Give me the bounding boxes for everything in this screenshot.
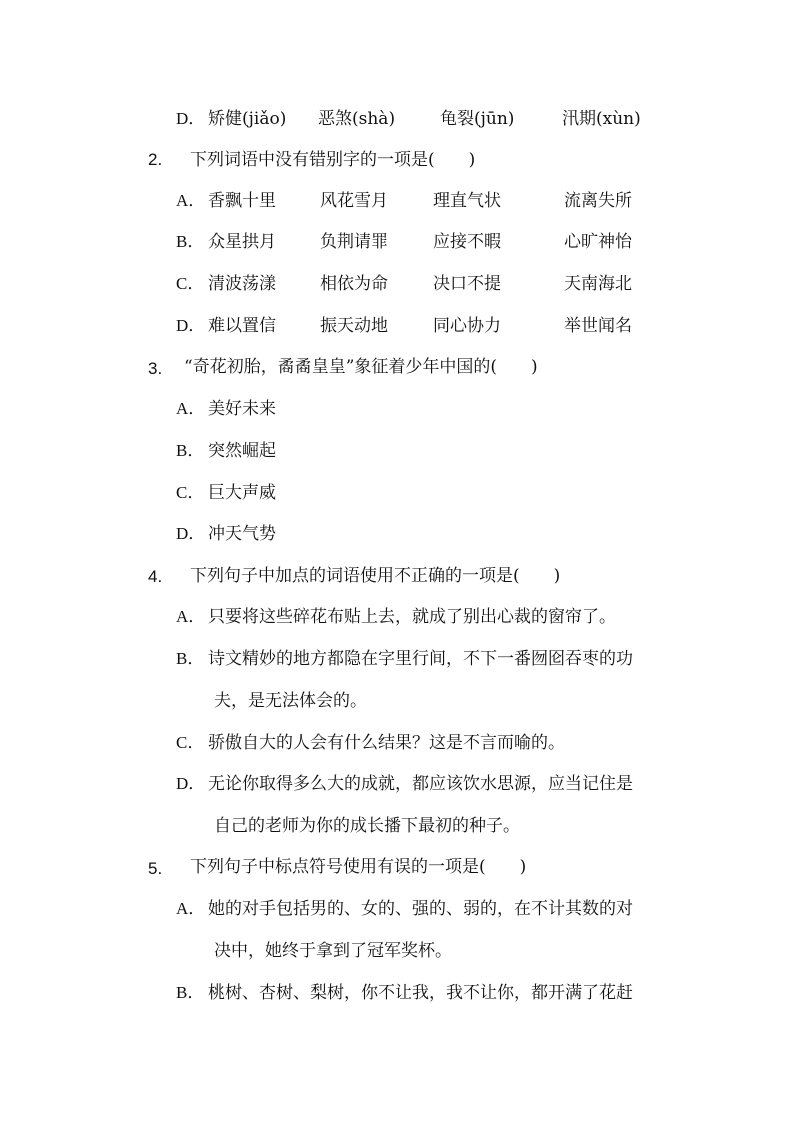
question-number: 3. bbox=[148, 359, 163, 378]
option-word: 理直气状 bbox=[433, 191, 501, 211]
option-text: 桃树、杏树、梨树，你不让我，我不让你，都开满了花赶 bbox=[208, 983, 633, 1003]
option-text: 冲天气势 bbox=[208, 524, 276, 544]
option-word: 应接不暇 bbox=[433, 232, 501, 252]
option-word: 难以置信 bbox=[208, 316, 276, 336]
option-word: 振天动地 bbox=[320, 316, 388, 336]
option-word: 矫健(jiǎo) bbox=[208, 109, 287, 129]
option-letter: D． bbox=[176, 524, 206, 543]
question-stem: “奇花初胎，矞矞皇皇”象征着少年中国的( ) bbox=[184, 357, 538, 377]
option-word: 汛期(xùn) bbox=[562, 109, 641, 129]
option-word: 举世闻名 bbox=[564, 316, 632, 336]
option-text: 只要将这些碎花布贴上去，就成了别出心裁的窗帘了。 bbox=[208, 607, 616, 627]
option-word: 决口不提 bbox=[433, 274, 501, 294]
option-word: 天南海北 bbox=[564, 274, 632, 294]
option-word: 龟裂(jūn) bbox=[440, 109, 515, 129]
option-text: 她的对手包括男的、女的、强的、弱的，在不计其数的对 bbox=[208, 899, 633, 919]
option-text-continued: 夫，是无法体会的。 bbox=[214, 691, 367, 711]
option-word: 风花雪月 bbox=[320, 191, 388, 211]
option-word: 清波荡漾 bbox=[208, 274, 276, 294]
option-letter: C． bbox=[176, 274, 205, 293]
option-text: 诗文精妙的地方都隐在字里行间，不下一番囫囵吞枣的功 bbox=[208, 649, 633, 669]
option-text: 无论你取得多么大的成就，都应该饮水思源，应当记住是 bbox=[208, 774, 633, 794]
option-letter: B． bbox=[176, 232, 205, 251]
option-letter: B． bbox=[176, 649, 205, 668]
option-word: 香飘十里 bbox=[208, 191, 276, 211]
option-letter: D． bbox=[176, 109, 206, 128]
option-text: 骄傲自大的人会有什么结果？这是不言而喻的。 bbox=[208, 733, 565, 753]
option-word: 众星拱月 bbox=[208, 232, 276, 252]
option-word: 心旷神怡 bbox=[564, 232, 632, 252]
option-letter: A． bbox=[176, 399, 206, 418]
question-number: 5. bbox=[148, 859, 163, 878]
option-letter: D． bbox=[176, 774, 206, 793]
option-letter: A． bbox=[176, 607, 206, 626]
option-word: 同心协力 bbox=[433, 316, 501, 336]
question-stem: 下列句子中标点符号使用有误的一项是( ) bbox=[190, 857, 527, 877]
option-text: 巨大声威 bbox=[208, 483, 276, 503]
option-word: 负荆请罪 bbox=[320, 232, 388, 252]
question-stem: 下列句子中加点的词语使用不正确的一项是( ) bbox=[190, 566, 561, 586]
option-letter: C． bbox=[176, 483, 205, 502]
option-text: 突然崛起 bbox=[208, 441, 276, 461]
question-number: 2. bbox=[148, 150, 163, 169]
option-text: 美好未来 bbox=[208, 399, 276, 419]
option-word: 恶煞(shà) bbox=[318, 109, 396, 129]
option-letter: B． bbox=[176, 983, 205, 1002]
option-letter: D． bbox=[176, 316, 206, 335]
option-letter: C． bbox=[176, 733, 205, 752]
option-letter: A． bbox=[176, 899, 206, 918]
option-word: 相依为命 bbox=[320, 274, 388, 294]
question-number: 4. bbox=[148, 567, 163, 586]
option-text-continued: 决中，她终于拿到了冠军奖杯。 bbox=[214, 941, 452, 961]
option-letter: B． bbox=[176, 441, 205, 460]
option-letter: A． bbox=[176, 191, 206, 210]
question-stem: 下列词语中没有错别字的一项是( ) bbox=[190, 150, 476, 170]
option-text-continued: 自己的老师为你的成长播下最初的种子。 bbox=[214, 816, 520, 836]
option-word: 流离失所 bbox=[564, 191, 632, 211]
